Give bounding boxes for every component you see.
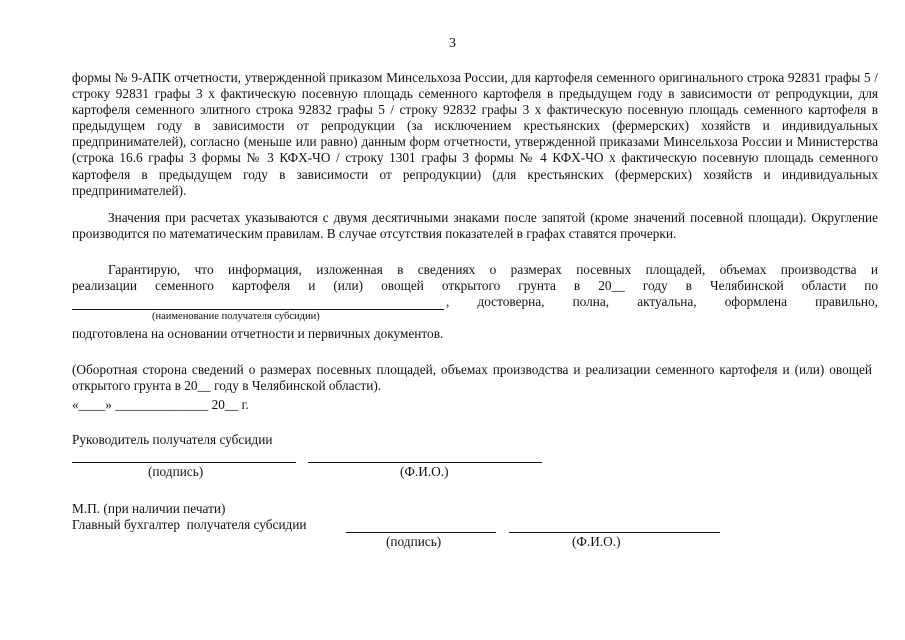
head-signature-caption: (подпись) <box>148 464 204 479</box>
stamp-label: М.П. (при наличии печати) <box>72 501 226 516</box>
guarantee-line-1: Гарантирую, что информация, изложенная в сведениях о размерах посевных площадей, объемах производства и <box>108 262 878 277</box>
head-fio-caption: (Ф.И.О.) <box>400 464 449 479</box>
paragraph-rounding-rules: Значения при расчетах указываются с двумя десятичными знаками после запятой (кроме значений посевной площади). Округление производится по математическим правилам. В случае отсутствия показателей в графах ставятся прочерки. <box>72 210 878 242</box>
accountant-label: Главный бухгалтер получателя субсидии <box>72 517 307 532</box>
paragraph-calculation-formula: формы № 9-АПК отчетности, утвержденной приказом Минсельхоза России, для картофеля семенного оригинального строка 92831 графы 5 / строку 92831 графы 3 х фактическую посевную площадь семенного картофеля в предыдущем году в зависимости от репродукции, для картофеля семенного элитного строка 92832 графы 5 / строку 92832 графы 3 х фактическую посевную площадь семенного картофеля в предыдущем году в зависимости от репродукции (за исключением крестьянских (фермерских) хозяйств и индивидуальных предпринимателей), согласно (меньше или равно) данным форм отчетности, утвержденной приказами Минсельхоза России и Министерства (строка 16.6 графы 3 формы № 3 КФХ-ЧО / строку 1301 графы 3 формы № 4 КФХ-ЧО х фактическую посевную площадь семенного картофеля в предыдущем году в зависимости от репродукции) (для крестьянских (фермерских) хозяйств и индивидуальных предпринимателей). <box>72 70 878 198</box>
accountant-fio-caption: (Ф.И.О.) <box>572 534 621 549</box>
guarantee-line-2: реализации семенного картофеля и (или) овощей открытого грунта в 20__ году в Челябинской области по <box>72 278 878 293</box>
head-label: Руководитель получателя субсидии <box>72 432 273 447</box>
head-fio-blank <box>308 462 542 463</box>
accountant-fio-blank <box>509 532 720 533</box>
date-line: «____» ______________ 20__ г. <box>72 397 249 412</box>
guarantee-line-3: , достоверна, полна, актуальна, оформлена правильно, <box>446 294 878 309</box>
recipient-name-blank <box>72 309 444 310</box>
accountant-signature-blank <box>346 532 496 533</box>
reverse-side-note: (Оборотная сторона сведений о размерах посевных площадей, объемах производства и реализации семенного картофеля и (или) овощей открытого грунта в 20__ году в Челябинской области). <box>72 362 872 394</box>
accountant-signature-caption: (подпись) <box>386 534 442 549</box>
guarantee-line-4: подготовлена на основании отчетности и первичных документов. <box>72 326 444 341</box>
head-signature-blank <box>72 462 296 463</box>
recipient-name-caption: (наименование получателя субсидии) <box>152 311 320 322</box>
page-number: 3 <box>449 36 456 51</box>
